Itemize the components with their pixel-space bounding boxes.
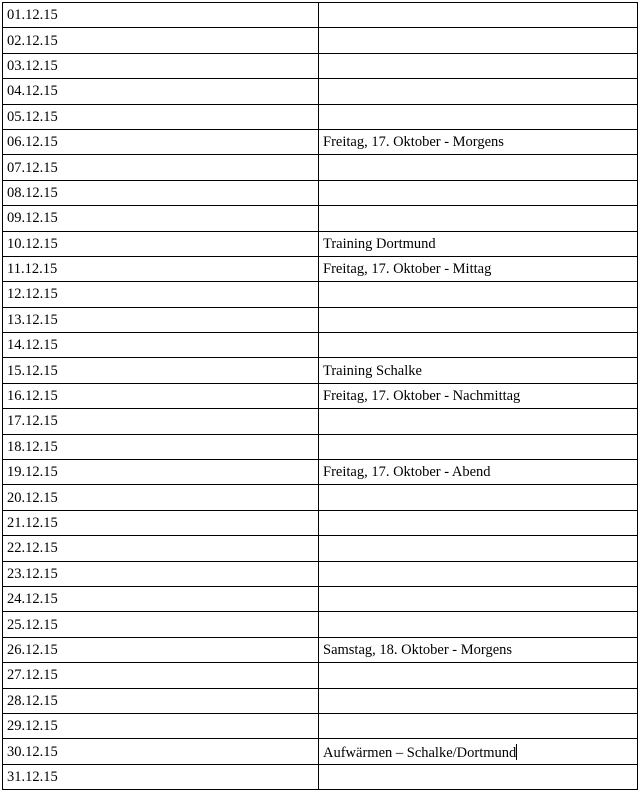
schedule-table-body xyxy=(3,3,638,790)
table-row xyxy=(3,383,638,408)
event-text: Freitag, 17. Oktober - Mittag xyxy=(323,261,492,278)
date-cell[interactable]: 29.12.15 xyxy=(3,713,319,738)
date-cell[interactable]: 10.12.15 xyxy=(3,231,319,256)
event-text: Aufwärmen – Schalke/Dortmund xyxy=(323,744,517,761)
event-cell[interactable] xyxy=(319,764,638,789)
table-row xyxy=(3,434,638,459)
event-cell[interactable] xyxy=(319,663,638,688)
document-page xyxy=(2,2,637,790)
event-text: Training Dortmund xyxy=(323,235,436,252)
event-cell[interactable] xyxy=(319,434,638,459)
event-text: Training Schalke xyxy=(323,362,422,379)
table-row xyxy=(3,663,638,688)
event-cell[interactable] xyxy=(319,180,638,205)
date-cell[interactable]: 06.12.15 xyxy=(3,129,319,154)
table-row xyxy=(3,485,638,510)
event-cell[interactable] xyxy=(319,206,638,231)
event-cell[interactable] xyxy=(319,612,638,637)
event-cell[interactable] xyxy=(319,307,638,332)
table-row xyxy=(3,307,638,332)
event-cell[interactable] xyxy=(319,333,638,358)
table-row xyxy=(3,129,638,154)
table-row xyxy=(3,460,638,485)
date-cell[interactable]: 27.12.15 xyxy=(3,663,319,688)
table-row xyxy=(3,3,638,28)
date-cell[interactable]: 18.12.15 xyxy=(3,434,319,459)
date-cell[interactable]: 02.12.15 xyxy=(3,28,319,53)
table-row xyxy=(3,206,638,231)
event-cell[interactable] xyxy=(319,383,638,408)
date-cell[interactable]: 23.12.15 xyxy=(3,561,319,586)
table-row xyxy=(3,358,638,383)
event-cell[interactable] xyxy=(319,79,638,104)
date-cell[interactable]: 15.12.15 xyxy=(3,358,319,383)
date-cell[interactable]: 07.12.15 xyxy=(3,155,319,180)
date-cell[interactable]: 20.12.15 xyxy=(3,485,319,510)
date-cell[interactable]: 01.12.15 xyxy=(3,3,319,28)
table-row xyxy=(3,28,638,53)
table-row xyxy=(3,764,638,789)
schedule-table xyxy=(2,2,638,790)
table-row xyxy=(3,561,638,586)
event-text: Freitag, 17. Oktober - Abend xyxy=(323,464,491,481)
date-cell[interactable]: 08.12.15 xyxy=(3,180,319,205)
event-cell[interactable] xyxy=(319,104,638,129)
date-cell[interactable]: 03.12.15 xyxy=(3,53,319,78)
event-cell[interactable] xyxy=(319,53,638,78)
date-cell[interactable]: 04.12.15 xyxy=(3,79,319,104)
event-cell[interactable] xyxy=(319,510,638,535)
table-row xyxy=(3,612,638,637)
table-row xyxy=(3,256,638,281)
event-cell[interactable] xyxy=(319,688,638,713)
event-cell[interactable] xyxy=(319,28,638,53)
date-cell[interactable]: 21.12.15 xyxy=(3,510,319,535)
event-cell[interactable] xyxy=(319,155,638,180)
date-cell[interactable]: 16.12.15 xyxy=(3,383,319,408)
date-cell[interactable]: 28.12.15 xyxy=(3,688,319,713)
event-cell[interactable] xyxy=(319,739,638,764)
date-cell[interactable]: 13.12.15 xyxy=(3,307,319,332)
date-cell[interactable]: 22.12.15 xyxy=(3,536,319,561)
event-cell[interactable] xyxy=(319,536,638,561)
table-row xyxy=(3,180,638,205)
table-row xyxy=(3,586,638,611)
table-row xyxy=(3,637,638,662)
table-row xyxy=(3,155,638,180)
table-row xyxy=(3,510,638,535)
table-row xyxy=(3,739,638,764)
date-cell[interactable]: 30.12.15 xyxy=(3,739,319,764)
date-cell[interactable]: 11.12.15 xyxy=(3,256,319,281)
table-row xyxy=(3,713,638,738)
date-cell[interactable]: 14.12.15 xyxy=(3,333,319,358)
event-text: Samstag, 18. Oktober - Morgens xyxy=(323,641,513,658)
event-cell[interactable] xyxy=(319,129,638,154)
event-cell[interactable] xyxy=(319,282,638,307)
date-cell[interactable]: 31.12.15 xyxy=(3,764,319,789)
date-cell[interactable]: 17.12.15 xyxy=(3,409,319,434)
table-row xyxy=(3,536,638,561)
table-row xyxy=(3,79,638,104)
text-cursor xyxy=(516,744,517,760)
date-cell[interactable]: 19.12.15 xyxy=(3,460,319,485)
event-cell[interactable] xyxy=(319,561,638,586)
event-text: Freitag, 17. Oktober - Nachmittag xyxy=(323,388,521,405)
date-cell[interactable]: 09.12.15 xyxy=(3,206,319,231)
table-row xyxy=(3,688,638,713)
table-row xyxy=(3,231,638,256)
table-row xyxy=(3,409,638,434)
event-text: Freitag, 17. Oktober - Morgens xyxy=(323,134,504,151)
date-cell[interactable]: 24.12.15 xyxy=(3,586,319,611)
event-cell[interactable] xyxy=(319,3,638,28)
table-row xyxy=(3,104,638,129)
event-cell[interactable] xyxy=(319,460,638,485)
table-row xyxy=(3,282,638,307)
table-row xyxy=(3,333,638,358)
date-cell[interactable]: 25.12.15 xyxy=(3,612,319,637)
date-cell[interactable]: 12.12.15 xyxy=(3,282,319,307)
event-cell[interactable] xyxy=(319,409,638,434)
date-cell[interactable]: 26.12.15 xyxy=(3,637,319,662)
event-cell[interactable] xyxy=(319,485,638,510)
table-row xyxy=(3,53,638,78)
event-cell[interactable] xyxy=(319,358,638,383)
event-cell[interactable] xyxy=(319,713,638,738)
event-cell[interactable] xyxy=(319,637,638,662)
event-cell[interactable] xyxy=(319,256,638,281)
date-cell[interactable]: 05.12.15 xyxy=(3,104,319,129)
event-cell[interactable] xyxy=(319,586,638,611)
event-cell[interactable] xyxy=(319,231,638,256)
